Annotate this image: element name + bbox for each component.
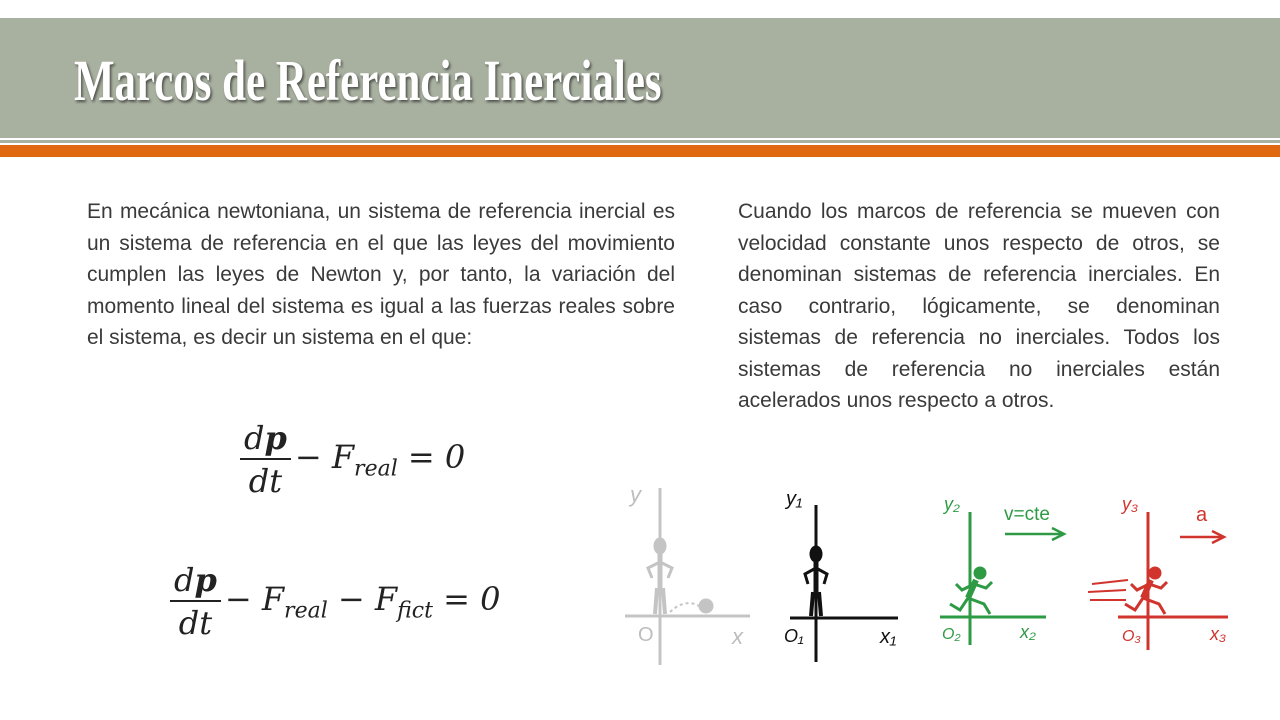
man-figure-grey xyxy=(648,538,713,614)
velocity-label: v=cte xyxy=(1004,504,1050,525)
equation-1-denominator: dt xyxy=(248,462,283,500)
equation-2-numerator: dp xyxy=(170,560,221,602)
runner-figure-red xyxy=(1125,567,1167,614)
reference-frames-diagram xyxy=(600,470,1250,680)
left-text-part1: En mecánica newtoniana, un xyxy=(87,200,369,223)
title-rule-thin xyxy=(0,140,1280,143)
equation-noninertial xyxy=(170,560,500,644)
frames-illustration xyxy=(600,470,1250,680)
equation-1-rest: − $F_{real} = 0$ xyxy=(294,438,466,482)
frame-3-y-label: y₃ xyxy=(1122,494,1139,514)
frame-1-origin-label: O₁ xyxy=(784,626,804,646)
title-rule-accent xyxy=(0,145,1280,157)
left-paragraph xyxy=(87,196,675,354)
equation-1-fraction xyxy=(240,418,291,502)
acceleration-label: a xyxy=(1196,504,1208,526)
frame-2-y-label: y₂ xyxy=(944,494,960,514)
speed-lines xyxy=(1088,580,1128,600)
frame-1-y-label: y₁ xyxy=(786,488,803,510)
frame-1-x-label: x₁ xyxy=(880,626,897,648)
left-text-term: sistema de referencia inercial xyxy=(368,200,646,223)
frame-2-origin-label: O₂ xyxy=(942,626,961,643)
frame-3-red xyxy=(1088,512,1228,650)
frame-3-origin-label: O₃ xyxy=(1122,628,1141,645)
equation-2-denominator: dt xyxy=(178,604,213,642)
frame-0-y-label: y xyxy=(630,482,641,507)
frame-0-origin-label: O xyxy=(638,624,654,646)
equation-inertial xyxy=(240,418,465,502)
left-text-part2: es un sistema de referencia en el que las leyes del movimiento cumplen las leyes de Newton y, por tanto, la variación del momento lineal del sistema es igual a las fuerzas reales sobre el sistema, es decir un sistema en el que: xyxy=(87,200,676,349)
frame-2-x-label: x₂ xyxy=(1020,622,1036,642)
frame-0-x-label: x xyxy=(732,624,743,649)
equation-2-rest: − $F_{real} - F_{fict} = 0$ xyxy=(224,580,501,624)
equation-1-numerator: dp xyxy=(240,418,291,460)
slide-title: Marcos de Referencia Inerciales xyxy=(74,48,662,113)
equation-2-fraction xyxy=(170,560,221,644)
right-paragraph: Cuando los marcos de referencia se mueven con velocidad constante unos respecto de otros, se denominan sistemas de referencia inerciales. En caso contrario, lógicamente, se denominan sistemas de referencia no inerciales. Todos los sistemas de referencia no inerciales están acelerados unos respecto a otros. xyxy=(738,200,1220,412)
frame-3-x-label: x₃ xyxy=(1210,624,1227,644)
